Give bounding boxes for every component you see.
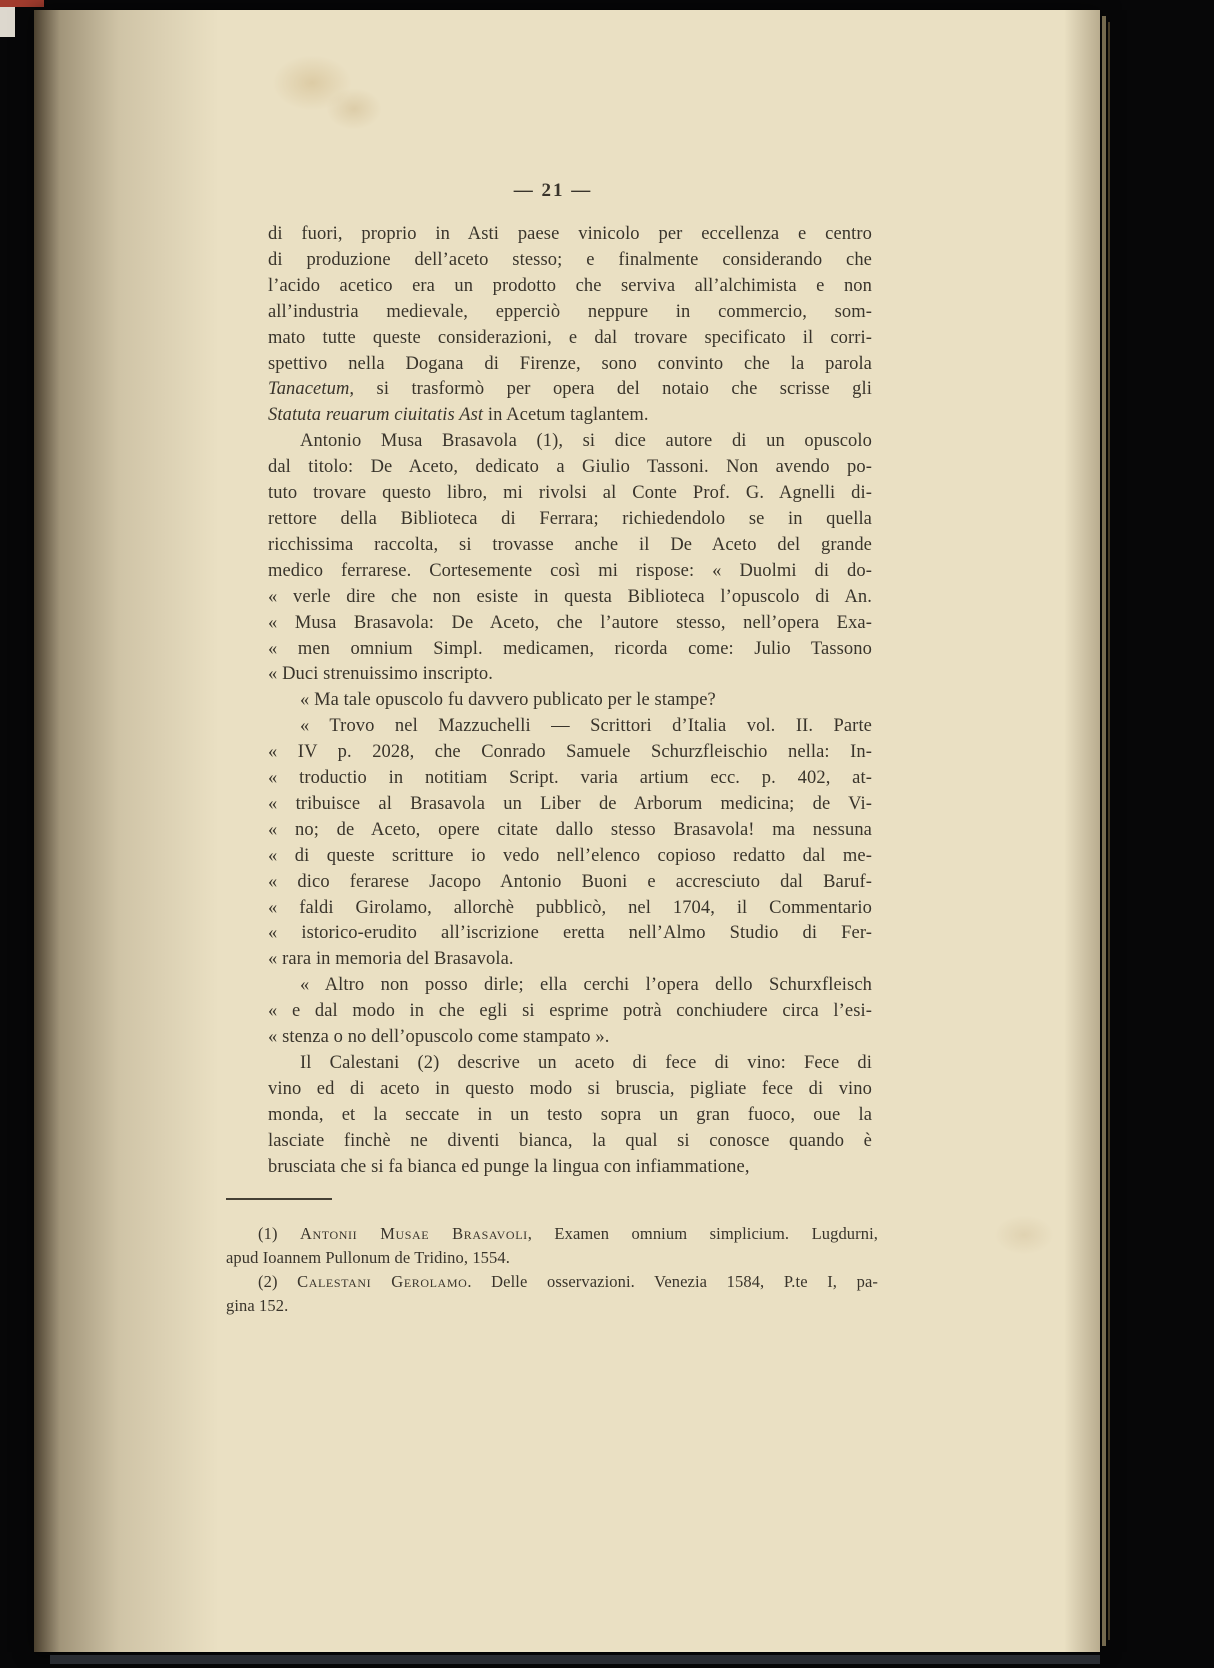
gutter-shadow (34, 10, 224, 1652)
text-segment: « Altro non posso dirle; ella cerchi l’opera dello Schurxfleisch (300, 975, 872, 996)
text-segment: « troductio in notitiam Script. varia artium ecc. p. 402, at- (268, 768, 872, 789)
text-line (268, 1025, 872, 1051)
body-paragraph (268, 714, 872, 973)
text-segment: « verle dire che non esiste in questa Biblioteca l’opuscolo di An. (268, 586, 872, 607)
text-line (268, 973, 872, 999)
body-paragraph (268, 222, 872, 429)
body-paragraph (268, 973, 872, 1051)
text-line (268, 300, 872, 326)
text-segment: mato tutte queste considerazioni, e dal trovare specificato il corri- (268, 327, 872, 348)
text-segment: di produzione dell’aceto stesso; e finalmente considerando che (268, 249, 872, 270)
text-segment: Il Calestani (2) descrive un aceto di fece di vino: Fece di (300, 1053, 872, 1073)
text-line (268, 896, 872, 922)
text-segment: tuto trovare questo libro, mi rivolsi al Conte Prof. G. Agnelli di- (268, 483, 872, 504)
footnote-paragraph (226, 1270, 878, 1318)
fore-edge-shadow (1064, 10, 1100, 1652)
text-segment: (1) (258, 1224, 301, 1243)
text-segment: Calestani Gerolamo (297, 1272, 468, 1291)
text-line (226, 1246, 878, 1270)
text-segment: . Delle osservazioni. Venezia 1584, P.te I, pa- (467, 1272, 878, 1291)
text-segment: lasciate finchè ne diventi bianca, la qual si conosce quando è (268, 1130, 872, 1151)
text-segment: vino ed di aceto in questo modo si bruscia, pigliate fece di vino (268, 1078, 872, 1099)
text-segment: spettivo nella Dogana di Firenze, sono convinto che la parola (268, 353, 872, 374)
text-line (268, 766, 872, 792)
body-paragraph (268, 688, 872, 714)
text-segment: « men omnium Simpl. medicamen, ricorda come: Julio Tassono (268, 638, 872, 659)
scan-bed-strip (50, 1655, 1100, 1664)
text-segment: ricchissima raccolta, si trovasse anche il De Aceto del grande (268, 534, 872, 555)
text-line (268, 818, 872, 844)
footnote-paragraph (226, 1222, 878, 1270)
text-segment: Antonii Musae Brasavoli (300, 1224, 528, 1243)
text-segment: all’industria medievale, epperciò neppure in commercio, som- (268, 301, 872, 322)
text-segment: di fuori, proprio in Asti paese vinicolo per eccellenza e centro (268, 224, 872, 244)
text-line (268, 1129, 872, 1155)
text-line (268, 274, 872, 300)
text-segment: « dico ferarese Jacopo Antonio Buoni e accresciuto dal Baruf- (268, 871, 872, 892)
text-segment: « IV p. 2028, che Conrado Samuele Schurzfleischio nella: In- (268, 742, 872, 763)
text-line (268, 740, 872, 766)
text-segment: « e dal modo in che egli si esprime potrà conchiudere circa l’esi- (268, 1001, 872, 1022)
text-segment: , Examen omnium simplicium. Lugdurni, (527, 1224, 879, 1243)
text-line (268, 455, 872, 481)
text-segment: (2) (258, 1272, 298, 1291)
text-line (268, 403, 872, 429)
text-line (268, 352, 872, 378)
text-line (268, 999, 872, 1025)
text-segment: brusciata che si fa bianca ed punge la lingua con infiammatione, (268, 1156, 750, 1177)
text-segment: monda, et la seccate in un testo sopra un gran fuoco, oue la (268, 1104, 872, 1125)
text-line (268, 222, 872, 248)
text-line (268, 870, 872, 896)
paper-stain (326, 88, 382, 130)
text-line (226, 1270, 878, 1294)
text-line (268, 611, 872, 637)
text-line (268, 481, 872, 507)
text-line (268, 921, 872, 947)
text-segment: apud Ioannem Pullonum de Tridino, 1554. (226, 1248, 510, 1267)
text-segment: « faldi Girolamo, allorchè pubblicò, nel 1704, il Commentario (268, 897, 872, 918)
text-line (268, 533, 872, 559)
text-line (268, 1077, 872, 1103)
text-line (268, 714, 872, 740)
text-segment: « rara in memoria del Brasavola. (268, 949, 514, 970)
text-segment: Statuta reuarum ciuitatis Ast (268, 405, 484, 426)
text-line (226, 1294, 878, 1318)
scan-corner-white-mark (0, 7, 15, 37)
text-line (268, 637, 872, 663)
text-segment: « stenza o no dell’opuscolo come stampato ». (268, 1027, 610, 1048)
text-line (268, 662, 872, 688)
text-line (268, 507, 872, 533)
text-segment: « Duci strenuissimo inscripto. (268, 664, 493, 685)
text-segment: « Trovo nel Mazzuchelli — Scrittori d’Italia vol. II. Parte (300, 716, 872, 737)
page-number: — 21 — (513, 180, 593, 201)
text-segment: dal titolo: De Aceto, dedicato a Giulio Tassoni. Non avendo po- (268, 457, 872, 478)
body-paragraph (268, 1051, 872, 1181)
scan-corner-red-mark (0, 0, 44, 7)
text-line (268, 688, 872, 714)
text-segment: medico ferrarese. Cortesemente così mi rispose: « Duolmi di do- (268, 560, 872, 581)
text-segment: gina 152. (226, 1296, 289, 1315)
paper-stain (994, 1215, 1054, 1255)
text-line (268, 844, 872, 870)
footnote-block (226, 1222, 878, 1318)
page-edge-line (1108, 22, 1110, 1640)
text-segment: rettore della Biblioteca di Ferrara; richiedendolo se in quella (268, 508, 872, 529)
text-segment: « no; de Aceto, opere citate dallo stesso Brasavola! ma nessuna (268, 819, 872, 840)
text-line (268, 377, 872, 403)
text-line (268, 585, 872, 611)
text-segment: in Acetum taglantem. (483, 405, 649, 426)
text-line (268, 792, 872, 818)
text-segment: « di queste scritture io vedo nell’elenco copioso redatto dal me- (268, 845, 872, 866)
text-segment: Antonio Musa Brasavola (1), si dice autore di un opuscolo (300, 431, 872, 452)
text-line (268, 559, 872, 585)
text-segment: si trasformò per opera del notaio che scrisse gli (354, 379, 872, 400)
text-block (268, 222, 872, 1181)
paper-stain (272, 55, 352, 111)
text-segment: l’acido acetico era un prodotto che serviva all’alchimista e non (268, 275, 872, 296)
text-segment: Tanacetum, (268, 379, 355, 400)
text-line (268, 429, 872, 455)
page-edge-line (1102, 16, 1106, 1646)
text-line (268, 947, 872, 973)
text-segment: « istorico-erudito all’iscrizione eretta nell’Almo Studio di Fer- (268, 923, 872, 944)
text-line (268, 248, 872, 274)
body-paragraph (268, 429, 872, 688)
text-segment: « Ma tale opuscolo fu davvero publicato per le stampe? (300, 690, 716, 711)
text-segment: « tribuisce al Brasavola un Liber de Arborum medicina; de Vi- (268, 793, 872, 814)
text-line (268, 326, 872, 352)
text-segment: « Musa Brasavola: De Aceto, che l’autore stesso, nell’opera Exa- (268, 612, 872, 633)
text-line (268, 1103, 872, 1129)
text-line (226, 1222, 878, 1246)
text-line (268, 1155, 872, 1181)
footnote-rule (226, 1198, 332, 1200)
book-page (34, 10, 1100, 1652)
text-line (268, 1051, 872, 1077)
